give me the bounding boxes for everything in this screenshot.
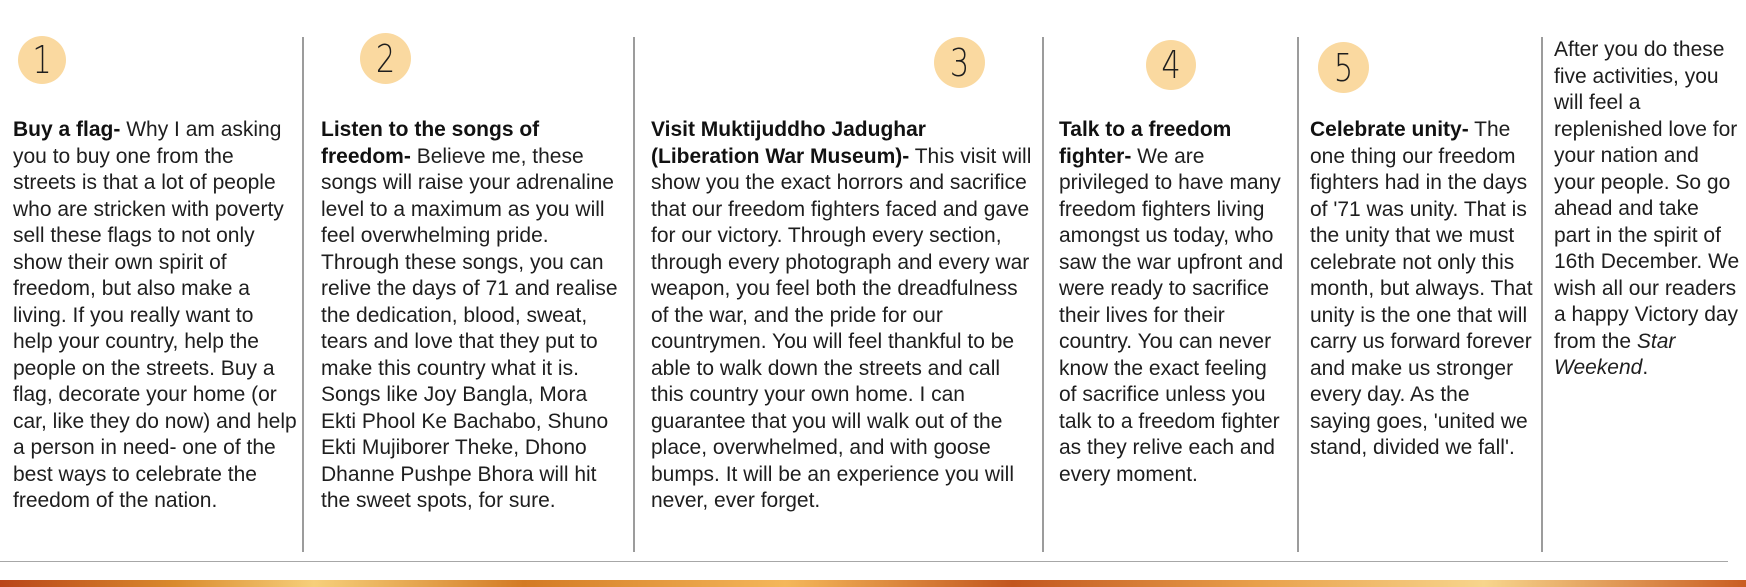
activity-body-2: Believe me, these songs will raise your adrenaline level to a maximum as you will feel overwhelming pride. Through these songs, you can relive the days of 71 and realise the dedication, blood, sweat, tears and love that they put to make this country what it is. Songs like Joy Bangla, Mora Ekti Phool Ke Bachabo, Shuno Ekti Mujiborer Theke, Dhono Dhanne Pushpe Bhora will hit the sweet spots, for sure. <box>321 144 618 512</box>
number-circle-3 <box>934 37 985 88</box>
activity-body-4: We are privileged to have many freedom fighters living amongst us today, who saw the war upfront and were ready to sacrifice their lives for their country. You can never know the exact feeling of sacrifice unless you talk to a freedom fighter as they relive each and every moment. <box>1059 144 1284 486</box>
number-label-4: 4 <box>1161 43 1181 87</box>
number-label-3: 3 <box>949 40 970 85</box>
activity-heading-4: Talk to a freedom fighter- <box>1059 118 1232 168</box>
activity-column-4 <box>1045 0 1294 558</box>
activity-body-3: This visit will show you the exact horrors and sacrifice that our freedom fighters faced and gave for our victory. Through every section, through every photograph and every war weapon, you feel both the dreadfulness of the war, and the pride for our countrymen. You will feel thankful to be able to walk down the streets and call this country your own home. I can guarantee that you will walk out of the place, overwhelmed, and with goose bumps. It will be an experience you will never, ever forget. <box>651 144 1032 512</box>
bottom-color-strip <box>0 580 1746 587</box>
activity-heading-1: Buy a flag- <box>13 118 121 141</box>
publication-name: Star Weekend <box>1554 329 1676 379</box>
activity-column-5 <box>1300 0 1538 558</box>
column-divider-2 <box>633 37 635 552</box>
number-label-5: 5 <box>1333 45 1354 90</box>
activity-heading-5: Celebrate unity- <box>1310 118 1469 141</box>
activity-heading-3: Visit Muktijuddho Jadughar (Liberation War Museum)- <box>651 118 926 168</box>
number-circle-1 <box>18 36 66 84</box>
column-divider-5 <box>1541 37 1543 552</box>
column-divider-3 <box>1042 37 1044 552</box>
activity-body-1: Why I am asking you to buy one from the streets is that a lot of people who are stricken with poverty sell these flags to not only show their own spirit of freedom, but also make a living. If you really want to help your country, help the people on the streets. Buy a flag, decorate your home (or car, like they do now) and help a person in need- one of the best ways to celebrate the freedom of the nation. <box>13 118 297 512</box>
closing-text <box>1554 37 1740 382</box>
activity-text-4 <box>1059 117 1287 488</box>
activity-column-3 <box>636 0 1039 558</box>
closing-body: After you do these five activities, you will feel a replenished love for your nation and your people. So go ahead and take part in the spirit of 16th December. We wish all our readers a happy Victory day from the <box>1554 38 1740 353</box>
activity-text-1 <box>13 117 297 515</box>
activity-column-1 <box>0 0 300 558</box>
activity-heading-2: Listen to the songs of freedom- <box>321 118 540 168</box>
number-label-2: 2 <box>375 36 396 81</box>
column-divider-4 <box>1297 37 1299 552</box>
number-label-1: 1 <box>32 38 52 82</box>
activity-body-5: The one thing our freedom fighters had in the days of '71 was unity. That is the unity that we must celebrate not only this month, but always. That unity is the one that will carry us forward forever and make us stronger every day. As the saying goes, 'united we stand, divided we fall'. <box>1310 118 1533 459</box>
activity-text-3 <box>651 117 1035 515</box>
number-circle-4 <box>1146 40 1196 90</box>
column-divider-1 <box>302 37 304 552</box>
number-circle-2 <box>360 33 411 84</box>
closing-column <box>1544 0 1746 558</box>
bottom-rule <box>0 561 1728 562</box>
activity-column-2 <box>305 0 630 558</box>
number-circle-5 <box>1318 42 1369 93</box>
activity-text-5 <box>1310 117 1534 462</box>
activity-text-2 <box>321 117 627 515</box>
closing-period: . <box>1642 356 1649 379</box>
